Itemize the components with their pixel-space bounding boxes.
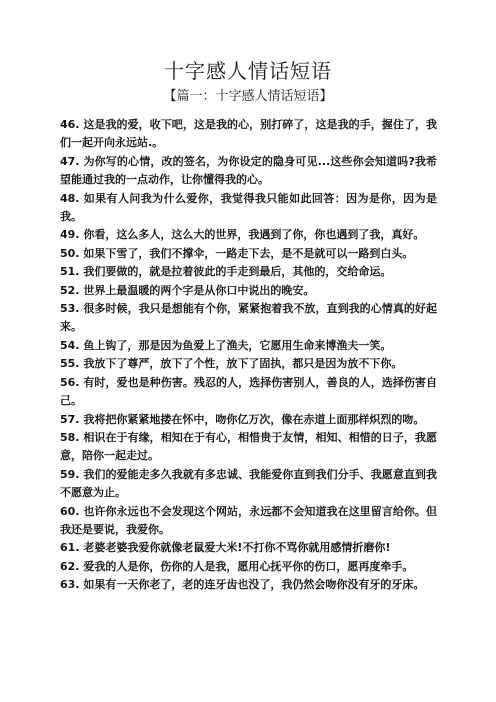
paragraph-60: 60. 也许你永远也不会发现这个网站，永远都不会知道我在这里留言给你。但我还是要说，我爱你。 xyxy=(60,504,437,536)
paragraph-62: 62. 爱我的人是你，伤你的人是我，愿用心抚平你的伤口，愿再度牵手。 xyxy=(60,559,414,573)
paragraph-50: 50. 如果下雪了，我们不撑伞，一路走下去，是不是就可以一路到白头。 xyxy=(60,246,414,260)
paragraph-46: 46. 这是我的爱，收下吧，这是我的心，别打碎了，这是我的手，握住了，我们一起开向永远站.。 xyxy=(60,118,437,150)
paragraph-49: 49. 你看，这么多人，这么大的世界，我遇到了你，你也遇到了我，真好。 xyxy=(60,228,425,242)
paragraph-54: 54. 鱼上钩了，那是因为鱼爱上了渔夫，它愿用生命来博渔夫一笑。 xyxy=(60,338,392,352)
paragraph-51: 51. 我们要做的，就是拉着彼此的手走到最后，其他的，交给命运。 xyxy=(60,265,392,279)
paragraph-61: 61. 老婆老婆我爱你就像老鼠爱大米!不打你不骂你就用感情折磨你! xyxy=(60,541,391,555)
section-subtitle: 【篇一：十字感人情话短语】 xyxy=(163,89,333,104)
body-text xyxy=(60,116,437,595)
paragraph-58: 58. 相识在于有缘，相知在于有心，相惜贵于友情，相知、相惜的日子，我愿意，陪你一起走过。 xyxy=(60,430,437,463)
paragraph-57: 57. 我将把你紧紧地搂在怀中，吻你亿万次，像在赤道上面那样炽烈的吻。 xyxy=(60,412,425,426)
paragraph-56: 56. 有时，爱也是种伤害。残忍的人，选择伤害别人，善良的人，选择伤害自己。 xyxy=(60,375,437,408)
paragraph-48: 48. 如果有人问我为什么爱你，我觉得我只能如此回答：因为是你，因为是我。 xyxy=(60,191,437,224)
paragraph-53: 53. 很多时候，我只是想能有个你，紧紧抱着我不放，直到我的心情真的好起来。 xyxy=(60,302,437,334)
paragraph-63: 63. 如果有一天你老了，老的连牙齿也没了，我仍然会吻你没有牙的牙床。 xyxy=(60,578,425,592)
paragraph-59: 59. 我们的爱能走多久我就有多忠诚、我能爱你直到我们分手、我愿意直到我不愿意为止。 xyxy=(60,467,437,500)
page-title: 十字感人情话短语 xyxy=(164,59,332,83)
paragraph-55: 55. 我放下了尊严，放下了个性，放下了固执，都只是因为放不下你。 xyxy=(60,357,403,371)
paragraph-47: 47. 为你写的心情，改的签名，为你设定的隐身可见...这些你会知道吗?我希望能通过我的一点动作，让你懂得我的心。 xyxy=(60,154,437,187)
paragraph-52: 52. 世界上最温暖的两个字是从你口中说出的晚安。 xyxy=(60,283,315,297)
